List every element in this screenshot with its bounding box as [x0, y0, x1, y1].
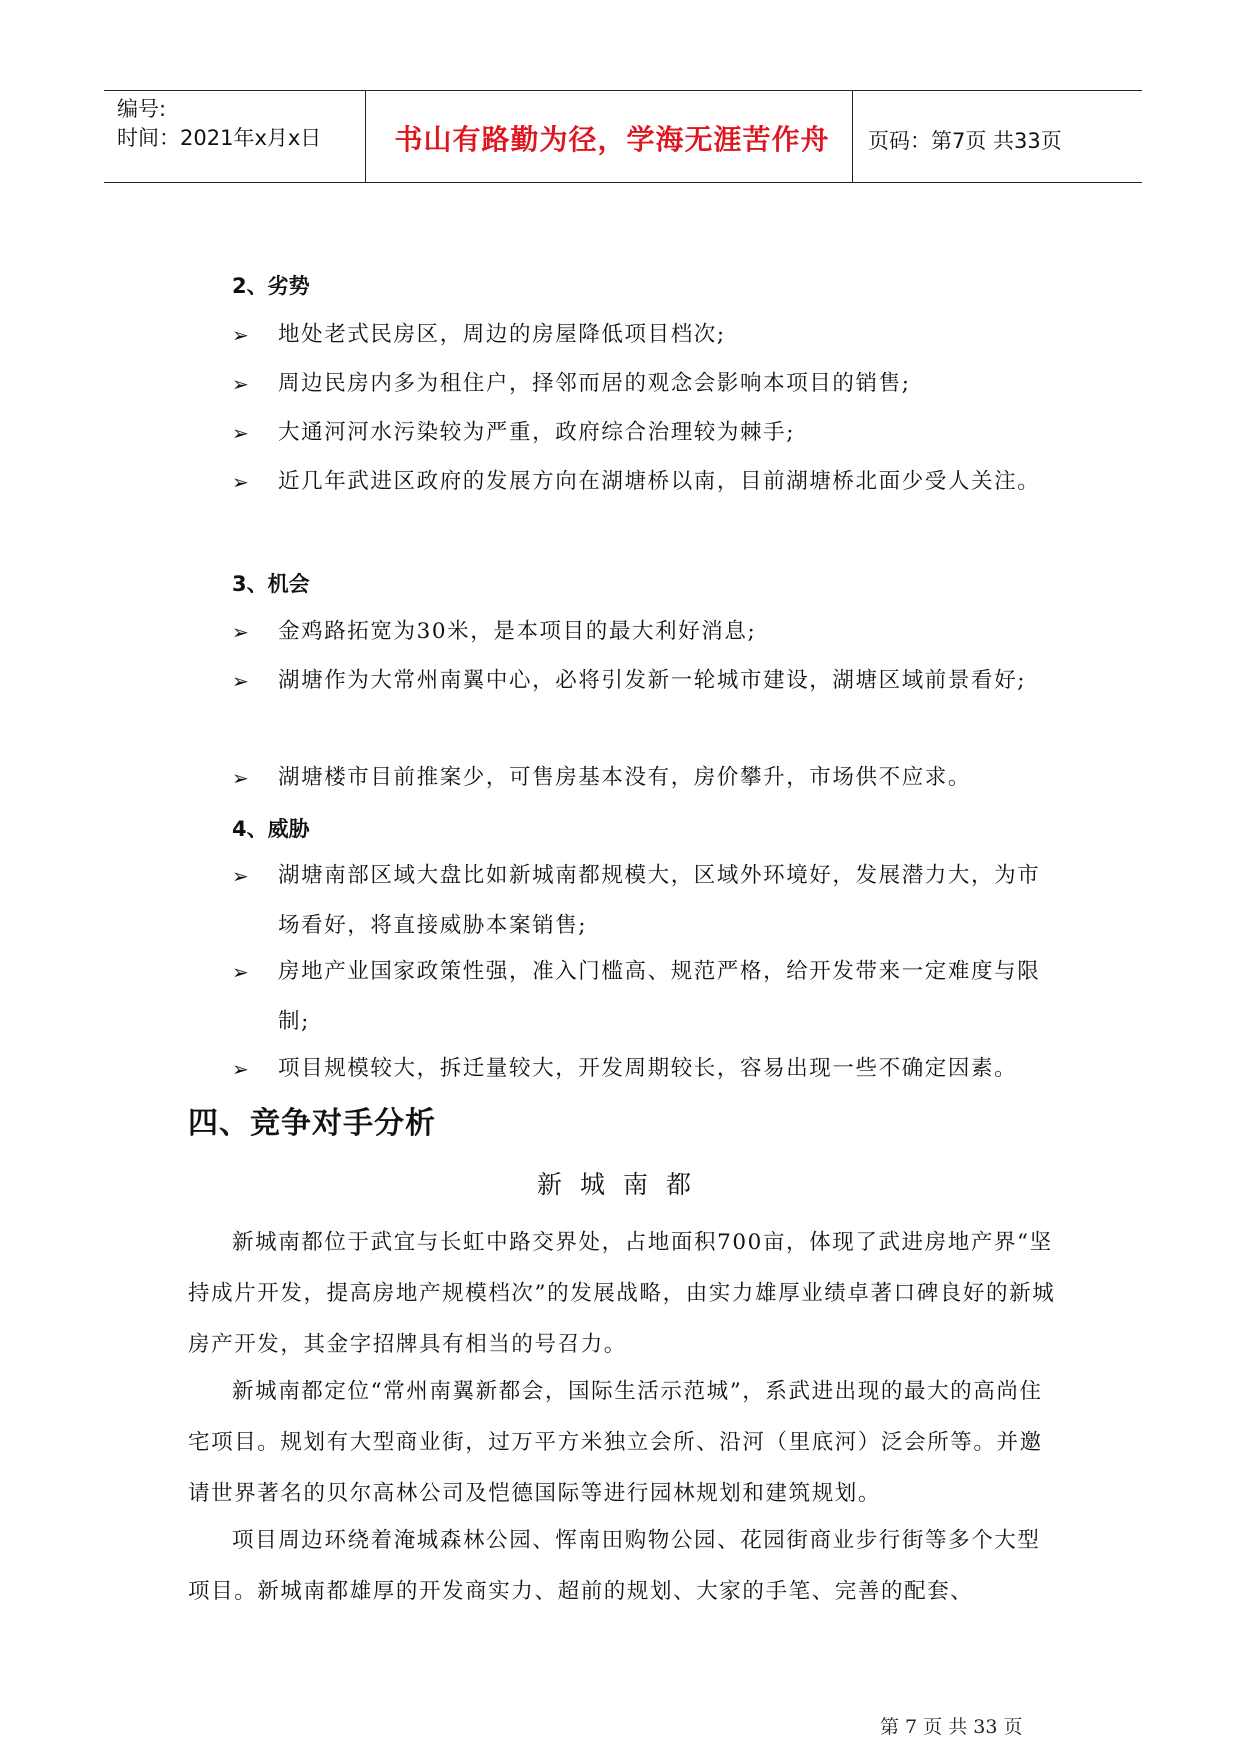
list-item-text: 项目规模较大，拆迁量较大，开发周期较长，容易出现一些不确定因素。: [278, 1056, 1018, 1081]
list-item-text: 湖塘南部区域大盘比如新城南都规模大，区域外环境好，发展潜力大，为市场看好，将直接威胁本案销售;: [278, 863, 1041, 938]
arrow-bullet-icon: ➢: [232, 864, 249, 888]
list-item-text: 大通河河水污染较为严重，政府综合治理较为棘手;: [278, 420, 796, 445]
list-item-text: 湖塘楼市目前推案少，可售房基本没有，房价攀升，市场供不应求。: [278, 765, 972, 790]
header-divider-right: [852, 90, 853, 182]
list-item: [232, 1044, 1062, 1094]
arrow-bullet-icon: ➢: [232, 421, 249, 445]
list-item: [232, 753, 1062, 803]
paragraph: 项目周边环绕着淹城森林公园、恽南田购物公园、花园街商业步行街等多个大型项目。新城南都雄厚的开发商实力、超前的规划、大家的手笔、完善的配套、: [188, 1528, 1041, 1604]
arrow-bullet-icon: ➢: [232, 620, 249, 644]
arrow-bullet-icon: ➢: [232, 372, 249, 396]
list-item: [232, 359, 1062, 409]
page-footer: 第 7 页 共 33 页: [880, 1716, 1023, 1738]
header-bottom-rule: [104, 182, 1142, 183]
header-page-label: 页码：第7页 共33页: [868, 129, 1062, 153]
list-item: [232, 656, 1062, 706]
list-item-text: 房地产业国家政策性强，准入门槛高、规范严格，给开发带来一定难度与限制;: [278, 959, 1041, 1034]
header-meta: [117, 95, 321, 153]
competitor-subtitle: 新城南都: [536, 1170, 709, 1199]
header-time-label: 时间：2021年x月x日: [117, 126, 322, 150]
arrow-bullet-icon: ➢: [232, 669, 249, 693]
arrow-bullet-icon: ➢: [232, 1057, 249, 1081]
list-item: [232, 607, 1062, 657]
arrow-bullet-icon: ➢: [232, 766, 249, 790]
section-weakness-title: 2、劣势: [232, 274, 310, 298]
arrow-bullet-icon: ➢: [232, 960, 249, 984]
arrow-bullet-icon: ➢: [232, 323, 249, 347]
header-number-label: 编号:: [117, 97, 167, 121]
section-threat-title: 4、威胁: [232, 817, 310, 841]
list-item-text: 近几年武进区政府的发展方向在湖塘桥以南，目前湖塘桥北面少受人关注。: [278, 469, 1041, 494]
header-divider-left: [365, 90, 366, 182]
list-item-text: 地处老式民房区，周边的房屋降低项目档次;: [278, 322, 726, 347]
header-motto: 书山有路勤为径，学海无涯苦作舟: [394, 123, 830, 156]
header-top-rule: [104, 90, 1142, 91]
list-item: [232, 310, 1062, 360]
list-item-text: 周边民房内多为租住户，择邻而居的观念会影响本项目的销售;: [278, 371, 911, 396]
list-item: [232, 851, 1062, 951]
list-item: [232, 457, 1062, 507]
paragraph: 新城南都位于武宜与长虹中路交界处，占地面积700亩，体现了武进房地产界“坚持成片开发，提高房地产规模档次”的发展战略，由实力雄厚业绩卓著口碑良好的新城房产开发，其金字招牌具有相当的号召力。: [188, 1230, 1056, 1357]
list-item: [232, 408, 1062, 458]
paragraph: 新城南都定位“常州南翼新都会，国际生活示范城”，系武进出现的最大的高尚住宅项目。规划有大型商业街，过万平方米独立会所、沿河（里底河）泛会所等。并邀请世界著名的贝尔高林公司及恺德国际等进行园林规划和建筑规划。: [188, 1379, 1043, 1506]
section-heading: 四、竞争对手分析: [188, 1106, 436, 1141]
list-item-text: 湖塘作为大常州南翼中心，必将引发新一轮城市建设，湖塘区域前景看好;: [278, 668, 1027, 693]
section-opportunity-title: 3、机会: [232, 572, 310, 596]
arrow-bullet-icon: ➢: [232, 470, 249, 494]
list-item: [232, 947, 1062, 1047]
list-item-text: 金鸡路拓宽为30米，是本项目的最大利好消息;: [278, 619, 757, 644]
